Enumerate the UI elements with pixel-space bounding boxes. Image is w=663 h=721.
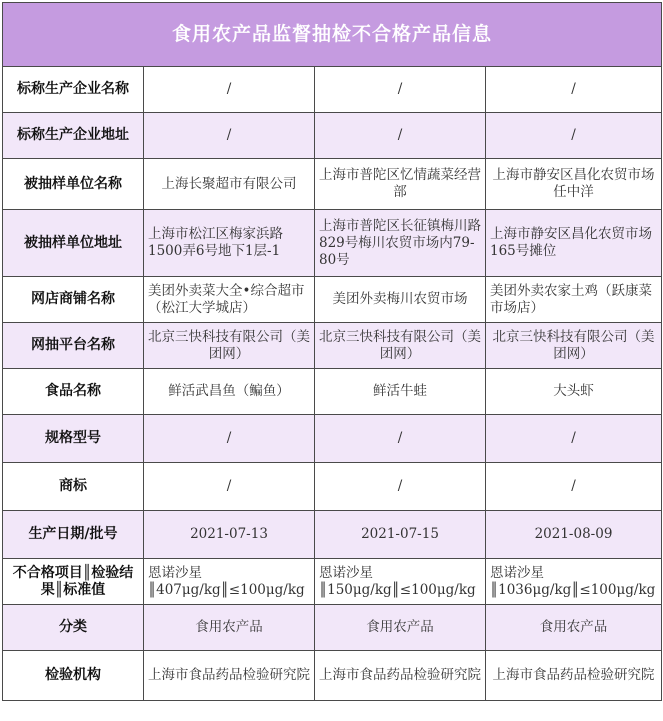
table-cell: 上海市食品药品检验研究院 bbox=[486, 651, 662, 701]
table-cell: 2021-08-09 bbox=[486, 511, 662, 559]
table-row bbox=[3, 210, 662, 277]
table-cell: / bbox=[144, 463, 315, 511]
table-cell: / bbox=[315, 113, 486, 159]
table-cell: / bbox=[486, 415, 662, 463]
table-row bbox=[3, 559, 662, 605]
table-cell: 鲜活武昌鱼（鳊鱼） bbox=[144, 369, 315, 415]
table-row bbox=[3, 67, 662, 113]
table-cell: 上海市静安区昌化农贸市场165号摊位 bbox=[486, 210, 662, 277]
table-cell: / bbox=[315, 463, 486, 511]
table-cell: / bbox=[315, 415, 486, 463]
table-cell: / bbox=[486, 67, 662, 113]
table-cell: / bbox=[315, 67, 486, 113]
table-cell: 上海市松江区梅家浜路1500弄6号地下1层-1 bbox=[144, 210, 315, 277]
table-row bbox=[3, 369, 662, 415]
row-label: 商标 bbox=[3, 463, 144, 511]
table-cell: 美团外卖梅川农贸市场 bbox=[315, 277, 486, 323]
table-row bbox=[3, 511, 662, 559]
table-row bbox=[3, 651, 662, 701]
row-label: 分类 bbox=[3, 605, 144, 651]
row-label: 食品名称 bbox=[3, 369, 144, 415]
table-cell: 美团外卖农家土鸡（跃康菜市场店） bbox=[486, 277, 662, 323]
row-label: 生产日期/批号 bbox=[3, 511, 144, 559]
table-cell: 上海市食品药品检验研究院 bbox=[144, 651, 315, 701]
table-row bbox=[3, 277, 662, 323]
table-cell: 上海市静安区昌化农贸市场任中洋 bbox=[486, 159, 662, 210]
table-cell: 恩诺沙星║407μg/kg║≤100μg/kg bbox=[144, 559, 315, 605]
table-cell: / bbox=[486, 463, 662, 511]
row-label: 规格型号 bbox=[3, 415, 144, 463]
table-cell: / bbox=[144, 67, 315, 113]
table-title: 食用农产品监督抽检不合格产品信息 bbox=[3, 3, 662, 67]
table-cell: 2021-07-15 bbox=[315, 511, 486, 559]
inspection-table bbox=[2, 2, 662, 701]
table-cell: 大头虾 bbox=[486, 369, 662, 415]
row-label: 检验机构 bbox=[3, 651, 144, 701]
table-cell: 恩诺沙星║150μg/kg║≤100μg/kg bbox=[315, 559, 486, 605]
table-row bbox=[3, 113, 662, 159]
table-cell: 北京三快科技有限公司（美团网） bbox=[315, 323, 486, 369]
table-row bbox=[3, 605, 662, 651]
table-cell: / bbox=[144, 415, 315, 463]
table-cell: 北京三快科技有限公司（美团网） bbox=[144, 323, 315, 369]
table-cell: 食用农产品 bbox=[315, 605, 486, 651]
table-cell: 恩诺沙星║1036μg/kg║≤100μg/kg bbox=[486, 559, 662, 605]
row-label: 不合格项目║检验结果║标准值 bbox=[3, 559, 144, 605]
row-label: 被抽样单位名称 bbox=[3, 159, 144, 210]
table-cell: 食用农产品 bbox=[486, 605, 662, 651]
table-row bbox=[3, 159, 662, 210]
table-cell: 北京三快科技有限公司（美团网） bbox=[486, 323, 662, 369]
table-cell: 食用农产品 bbox=[144, 605, 315, 651]
row-label: 网抽平台名称 bbox=[3, 323, 144, 369]
row-label: 标称生产企业名称 bbox=[3, 67, 144, 113]
table-cell: 上海市普陀区长征镇梅川路829号梅川农贸市场内79-80号 bbox=[315, 210, 486, 277]
table-cell: 鲜活牛蛙 bbox=[315, 369, 486, 415]
row-label: 被抽样单位地址 bbox=[3, 210, 144, 277]
table-cell: 2021-07-13 bbox=[144, 511, 315, 559]
table-cell: 上海市普陀区忆情蔬菜经营部 bbox=[315, 159, 486, 210]
table-cell: / bbox=[486, 113, 662, 159]
table-row bbox=[3, 415, 662, 463]
table-cell: 美团外卖菜大全•综合超市（松江大学城店） bbox=[144, 277, 315, 323]
row-label: 网店商铺名称 bbox=[3, 277, 144, 323]
row-label: 标称生产企业地址 bbox=[3, 113, 144, 159]
table-cell: 上海长聚超市有限公司 bbox=[144, 159, 315, 210]
table-row bbox=[3, 323, 662, 369]
table-cell: 上海市食品药品检验研究院 bbox=[315, 651, 486, 701]
table-row bbox=[3, 463, 662, 511]
table-cell: / bbox=[144, 113, 315, 159]
